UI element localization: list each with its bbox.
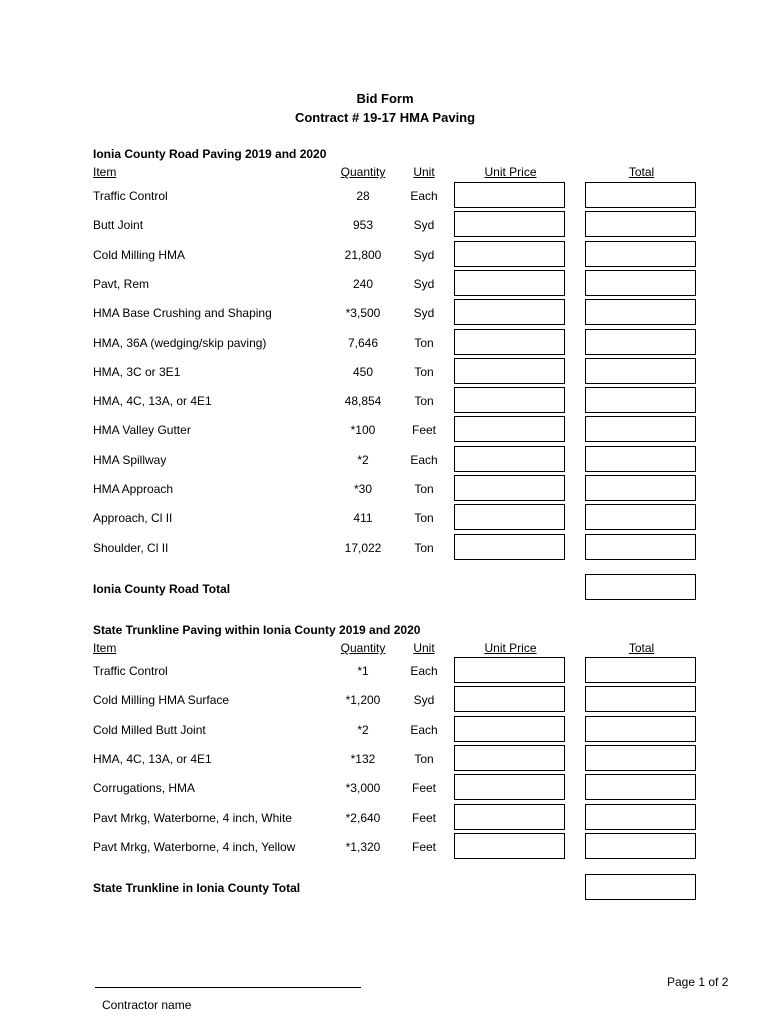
item-quantity: *30	[353, 482, 373, 496]
item-description: Traffic Control	[93, 189, 168, 203]
item-unit: Feet	[411, 781, 436, 796]
item-unit: Ton	[414, 335, 434, 350]
total-field[interactable]	[585, 182, 696, 208]
item-description: Cold Milled Butt Joint	[93, 722, 206, 737]
item-description: HMA Spillway	[93, 452, 167, 467]
contract-subtitle: Contract # 19-17 HMA Paving	[294, 110, 476, 125]
unit-price-field[interactable]	[454, 241, 565, 267]
item-unit: Feet	[411, 423, 436, 438]
form-title: Bid Form	[356, 91, 414, 106]
unit-price-field[interactable]	[454, 774, 565, 800]
item-quantity: *132	[350, 751, 376, 766]
total-field[interactable]	[585, 270, 696, 296]
unit-price-field[interactable]	[454, 182, 565, 208]
item-description: HMA, 4C, 13A, or 4E1	[93, 394, 212, 409]
total-field[interactable]	[585, 241, 696, 267]
item-description: HMA, 4C, 13A, or 4E1	[93, 751, 212, 766]
item-quantity: *100	[350, 423, 376, 438]
item-quantity: *1,320	[345, 839, 381, 854]
item-description: Butt Joint	[93, 218, 144, 233]
total-field[interactable]	[585, 211, 696, 237]
column-header-item: Item	[93, 641, 117, 655]
page-number: Page 1 of 2	[667, 975, 729, 989]
total-field[interactable]	[585, 299, 696, 325]
item-quantity: *2	[357, 722, 369, 737]
column-header-unit-price: Unit Price	[484, 165, 537, 179]
item-description: Pavt, Rem	[93, 276, 150, 291]
item-quantity: 953	[352, 218, 374, 233]
unit-price-field[interactable]	[454, 745, 565, 771]
unit-price-field[interactable]	[454, 475, 565, 501]
item-unit: Each	[410, 664, 438, 678]
item-unit: Ton	[414, 540, 434, 555]
item-quantity: *1,200	[345, 693, 381, 708]
item-unit: Syd	[413, 247, 435, 262]
item-description: HMA Approach	[93, 482, 174, 496]
total-field[interactable]	[585, 504, 696, 530]
item-unit: Ton	[414, 394, 434, 409]
item-unit: Each	[410, 189, 438, 203]
item-unit: Feet	[411, 810, 436, 825]
section-total-label: Ionia County Road Total	[93, 582, 231, 596]
item-quantity: 21,800	[344, 247, 382, 262]
unit-price-field[interactable]	[454, 534, 565, 560]
item-quantity: 48,854	[344, 394, 382, 409]
column-header-total: Total	[628, 165, 655, 179]
item-unit: Ton	[414, 511, 434, 526]
unit-price-field[interactable]	[454, 211, 565, 237]
unit-price-field[interactable]	[454, 416, 565, 442]
item-description: Cold Milling HMA	[93, 247, 186, 262]
unit-price-field[interactable]	[454, 504, 565, 530]
total-field[interactable]	[585, 387, 696, 413]
item-unit: Syd	[413, 218, 435, 233]
item-quantity: 7,646	[347, 335, 379, 350]
item-quantity: *1	[357, 664, 369, 678]
section-total-label: State Trunkline in Ionia County Total	[93, 881, 301, 895]
item-description: Shoulder, Cl II	[93, 540, 169, 555]
total-field[interactable]	[585, 686, 696, 712]
unit-price-field[interactable]	[454, 686, 565, 712]
item-description: HMA Valley Gutter	[93, 423, 191, 438]
total-field[interactable]	[585, 534, 696, 560]
item-quantity: *3,500	[345, 306, 381, 321]
item-description: Corrugations, HMA	[93, 781, 196, 796]
item-description: HMA Base Crushing and Shaping	[93, 306, 272, 321]
item-description: Approach, Cl II	[93, 511, 173, 526]
section-title: State Trunkline Paving within Ionia County 2019 and 2020	[93, 623, 421, 637]
total-field[interactable]	[585, 716, 696, 742]
item-unit: Ton	[414, 482, 434, 496]
item-quantity: 450	[352, 364, 374, 379]
total-field[interactable]	[585, 657, 696, 683]
signature-line	[95, 975, 361, 988]
total-field[interactable]	[585, 446, 696, 472]
item-quantity: 240	[352, 276, 374, 291]
column-header-quantity: Quantity	[340, 165, 386, 179]
unit-price-field[interactable]	[454, 804, 565, 830]
unit-price-field[interactable]	[454, 329, 565, 355]
section-total-field[interactable]	[585, 874, 696, 900]
total-field[interactable]	[585, 329, 696, 355]
item-unit: Each	[410, 722, 438, 737]
unit-price-field[interactable]	[454, 716, 565, 742]
total-field[interactable]	[585, 358, 696, 384]
item-unit: Each	[410, 452, 438, 467]
contractor-name-label: Contractor name	[102, 998, 192, 1012]
item-quantity: *2,640	[345, 810, 381, 825]
item-quantity: 17,022	[344, 540, 382, 555]
item-quantity: 28	[356, 189, 370, 203]
total-field[interactable]	[585, 475, 696, 501]
column-header-unit-price: Unit Price	[484, 641, 537, 655]
column-header-item: Item	[93, 165, 117, 179]
item-unit: Ton	[414, 751, 434, 766]
column-header-unit: Unit	[413, 165, 435, 179]
item-quantity: *2	[357, 452, 369, 467]
item-unit: Syd	[413, 306, 435, 321]
item-quantity: *3,000	[345, 781, 381, 796]
column-header-unit: Unit	[413, 641, 435, 655]
item-unit: Feet	[411, 839, 436, 854]
total-field[interactable]	[585, 774, 696, 800]
unit-price-field[interactable]	[454, 387, 565, 413]
unit-price-field[interactable]	[454, 446, 565, 472]
item-description: Pavt Mrkg, Waterborne, 4 inch, White	[93, 810, 292, 825]
item-quantity: 411	[353, 511, 373, 526]
item-unit: Ton	[414, 364, 434, 379]
item-unit: Syd	[413, 693, 435, 708]
total-field[interactable]	[585, 416, 696, 442]
column-header-quantity: Quantity	[340, 641, 386, 655]
item-description: Traffic Control	[93, 664, 168, 678]
item-description: HMA, 36A (wedging/skip paving)	[93, 335, 267, 350]
unit-price-field[interactable]	[454, 358, 565, 384]
column-header-total: Total	[628, 641, 655, 655]
unit-price-field[interactable]	[454, 657, 565, 683]
item-description: HMA, 3C or 3E1	[93, 364, 181, 379]
section-title: Ionia County Road Paving 2019 and 2020	[93, 147, 327, 161]
section-total-field[interactable]	[585, 574, 696, 600]
unit-price-field[interactable]	[454, 299, 565, 325]
total-field[interactable]	[585, 745, 696, 771]
unit-price-field[interactable]	[454, 833, 565, 859]
unit-price-field[interactable]	[454, 270, 565, 296]
total-field[interactable]	[585, 833, 696, 859]
total-field[interactable]	[585, 804, 696, 830]
item-description: Cold Milling HMA Surface	[93, 693, 230, 708]
item-unit: Syd	[413, 276, 435, 291]
item-description: Pavt Mrkg, Waterborne, 4 inch, Yellow	[93, 839, 296, 854]
